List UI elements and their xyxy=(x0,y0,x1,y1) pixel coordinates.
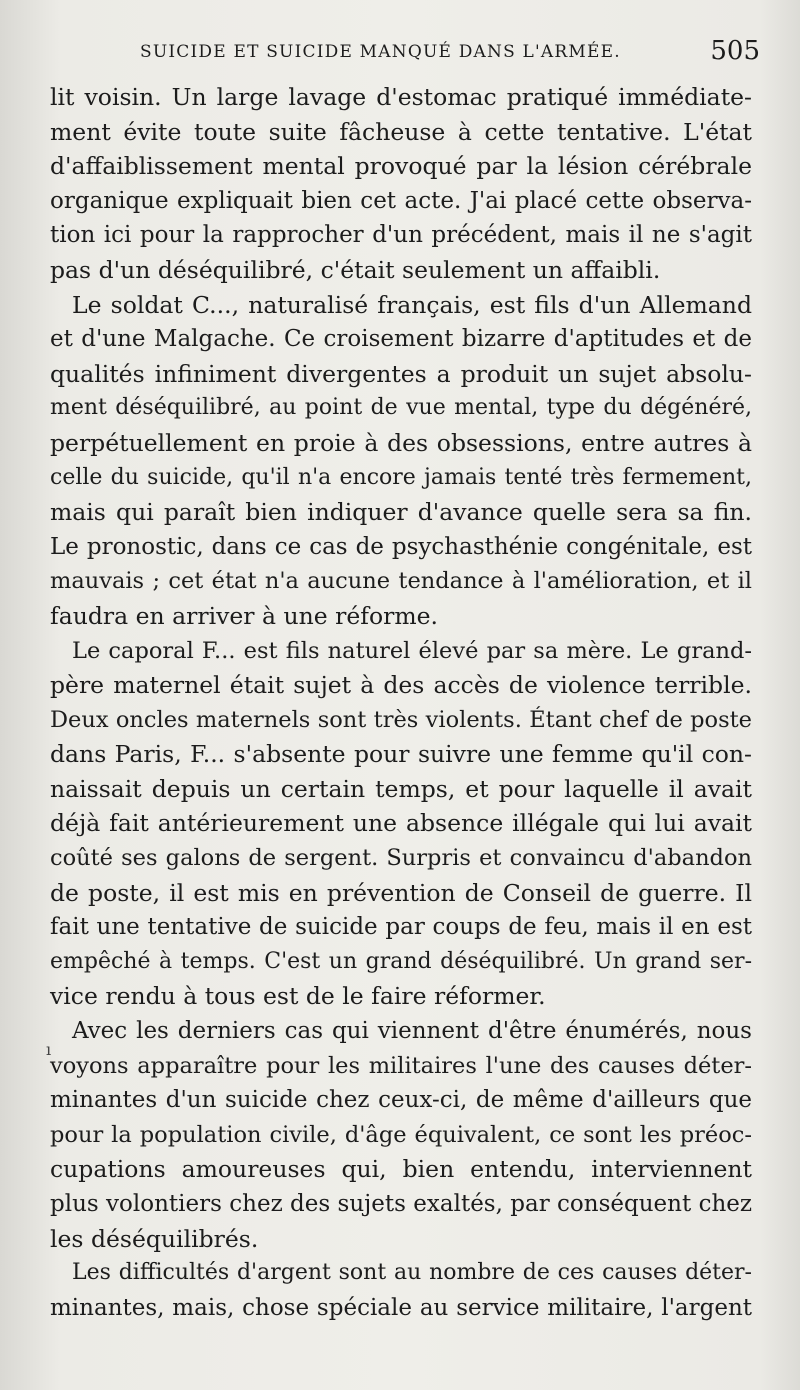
text-line: plus volontiers chez des sujets exaltés, par conséquent chez xyxy=(50,1191,752,1217)
text-line: faudra en arriver à une réforme. xyxy=(50,601,439,630)
text-line: lit voisin. Un large lavage d'estomac pratiqué immédiate- xyxy=(50,83,752,111)
margin-mark: ı xyxy=(46,1040,52,1059)
text-line: tion ici pour la rapprocher d'un précédent, mais il ne s'agit xyxy=(50,222,752,249)
text-line: et d'une Malgache. Ce croisement bizarre d'aptitudes et de xyxy=(50,326,752,353)
text-line: Avec les derniers cas qui viennent d'être énumérés, nous xyxy=(72,1018,752,1045)
text-line: vice rendu à tous est de le faire réformer. xyxy=(50,982,546,1011)
page-number: 505 xyxy=(710,36,760,66)
text-line: les déséquilibrés. xyxy=(50,1224,259,1253)
text-line: Le pronostic, dans ce cas de psychasthénie congénitale, est xyxy=(50,533,752,560)
text-line: père maternel était sujet à des accès de violence terrible. xyxy=(50,671,752,700)
body-text xyxy=(50,80,752,1325)
text-line: de poste, il est mis en prévention de Conseil de guerre. Il xyxy=(50,878,752,907)
text-line: coûté ses galons de sergent. Surpris et convaincu d'abandon xyxy=(50,845,752,872)
text-line: naissait depuis un certain temps, et pour laquelle il avait xyxy=(50,774,752,803)
text-line: déjà fait antérieurement une absence illégale qui lui avait xyxy=(50,809,752,838)
text-line: Les difficultés d'argent sont au nombre de ces causes déter- xyxy=(72,1260,752,1286)
text-line: empêché à temps. C'est un grand déséquilibré. Un grand ser- xyxy=(50,948,752,974)
text-line: d'affaiblissement mental provoqué par la lésion cérébrale xyxy=(50,152,752,181)
text-line: minantes, mais, chose spéciale au service militaire, l'argent xyxy=(50,1294,752,1321)
text-line: pour la population civile, d'âge équivalent, ce sont les préoc- xyxy=(50,1121,752,1148)
text-line: mais qui paraît bien indiquer d'avance quelle sera sa fin. xyxy=(50,498,752,527)
text-line: ment évite toute suite fâcheuse à cette tentative. L'état xyxy=(50,117,752,146)
text-line: cupations amoureuses qui, bien entendu, interviennent xyxy=(50,1155,752,1184)
text-line: dans Paris, F... s'absente pour suivre une femme qu'il con- xyxy=(50,740,752,769)
text-line: mauvais ; cet état n'a aucune tendance à l'amélioration, et il xyxy=(50,568,752,595)
text-line: Deux oncles maternels sont très violents. Étant chef de poste xyxy=(50,706,752,733)
text-line: Le caporal F... est fils naturel élevé par sa mère. Le grand- xyxy=(72,637,752,664)
text-line: fait une tentative de suicide par coups de feu, mais il en est xyxy=(50,914,752,941)
page-header xyxy=(140,36,760,76)
text-line: organique expliquait bien cet acte. J'ai placé cette observa- xyxy=(50,187,752,214)
text-line: perpétuellement en proie à des obsessions, entre autres à xyxy=(50,428,752,457)
text-line: voyons apparaître pour les militaires l'une des causes déter- xyxy=(50,1052,752,1079)
text-line: ment déséquilibré, au point de vue mental, type du dégénéré, xyxy=(50,395,752,421)
text-line: qualités infiniment divergentes a produit un sujet absolu- xyxy=(50,359,752,388)
text-line: minantes d'un suicide chez ceux-ci, de même d'ailleurs que xyxy=(50,1087,752,1114)
text-line: Le soldat C..., naturalisé français, est fils d'un Allemand xyxy=(72,290,752,319)
text-line: pas d'un déséquilibré, c'était seulement un affaibli. xyxy=(50,255,661,284)
running-title: SUICIDE ET SUICIDE MANQUÉ DANS L'ARMÉE. xyxy=(140,42,621,62)
text-line: celle du suicide, qu'il n'a encore jamais tenté très fermement, xyxy=(50,464,752,490)
